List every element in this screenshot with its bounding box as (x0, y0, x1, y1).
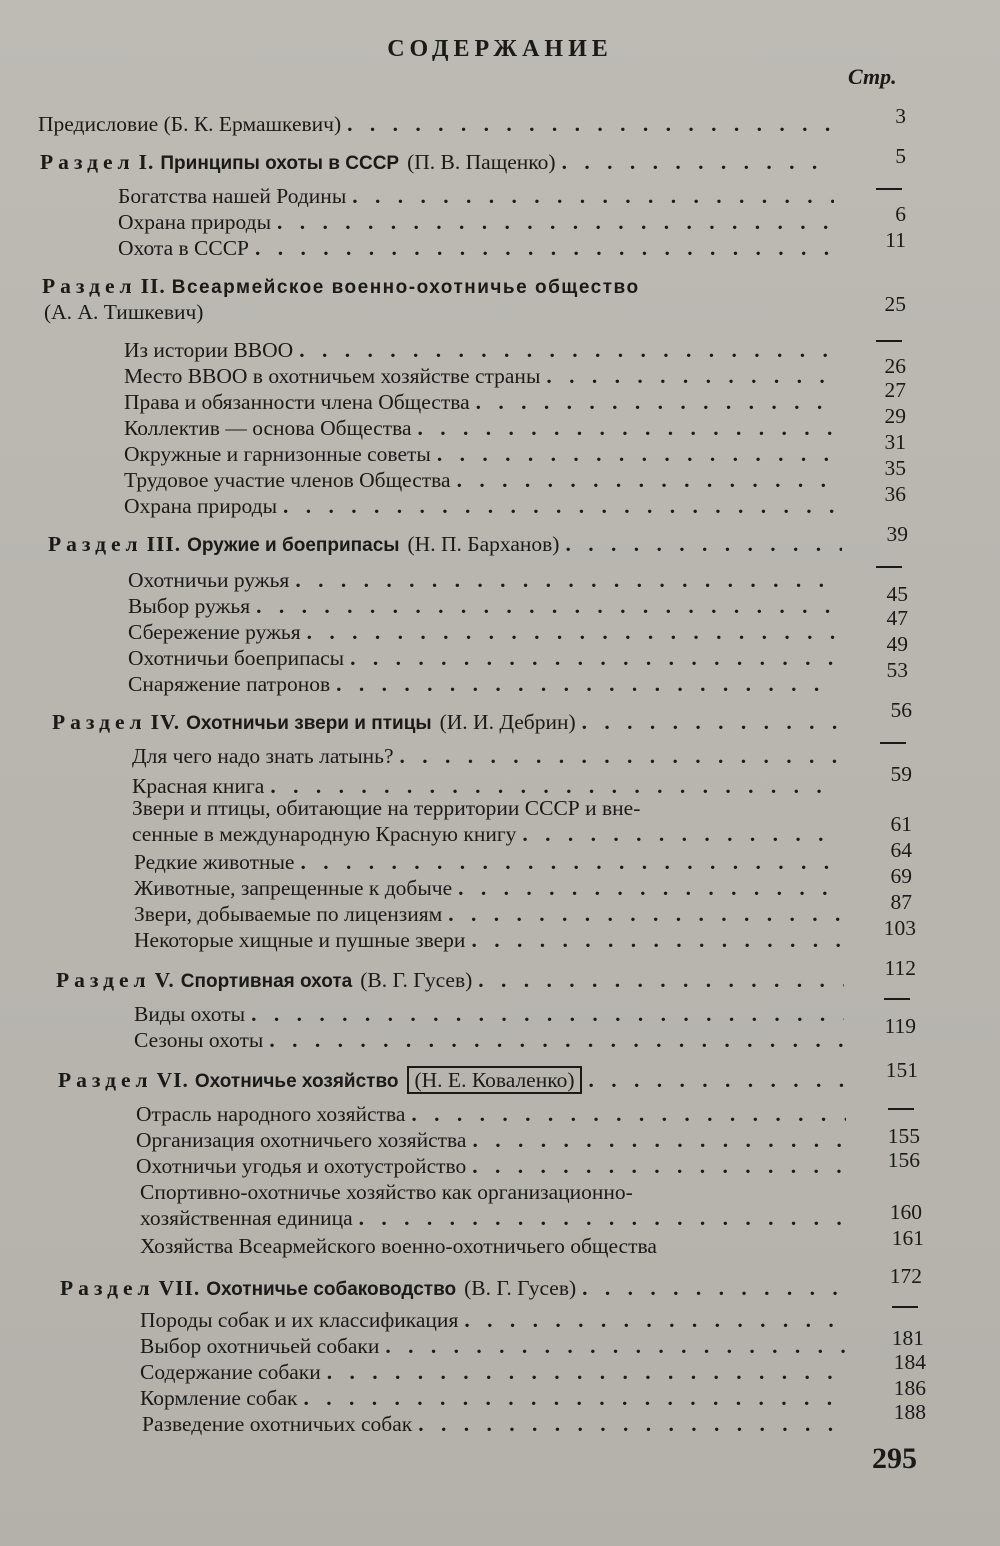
toc-page-number: 25 (884, 292, 906, 316)
toc-item (124, 494, 840, 520)
section-number: VI. (156, 1068, 189, 1092)
toc-item (140, 1360, 856, 1386)
leader-dots (562, 150, 834, 175)
toc-item-label: хозяйственная единица (140, 1206, 353, 1230)
leader-dots (418, 1412, 850, 1437)
toc-item-label: Охотничьи боеприпасы (128, 646, 345, 670)
leader-dots (448, 902, 840, 927)
leader-dots (464, 1308, 850, 1333)
toc-item-label: Богатства нашей Родины (118, 184, 347, 208)
leader-dots (582, 1276, 852, 1301)
toc-page-number: 64 (890, 838, 912, 862)
toc-item (134, 876, 846, 902)
toc-page-number: 160 (889, 1200, 922, 1224)
toc-item (128, 594, 842, 620)
toc-item-label: Виды охоты (134, 1002, 246, 1026)
toc-item-label: Из истории ВВОО (124, 338, 294, 362)
toc-page-number: 184 (893, 1350, 926, 1374)
section-author: (А. А. Тишкевич) (44, 300, 204, 324)
toc-item (124, 390, 840, 416)
toc-page-number: 39 (886, 522, 908, 546)
leader-dots (352, 184, 834, 209)
toc-item (140, 1386, 856, 1412)
section-label: Раздел (56, 968, 151, 992)
section-number: I. (138, 150, 155, 174)
toc-item-label: Редкие животные (134, 850, 295, 874)
section-author-boxed: (Н. Е. Коваленко) (407, 1066, 583, 1094)
leader-dots (277, 210, 834, 235)
section-number: VII. (158, 1276, 201, 1300)
toc-page-number: 87 (890, 890, 912, 914)
section-title: Спортивная охота (180, 971, 353, 992)
toc-page-number: 3 (895, 104, 906, 128)
toc-section-4 (52, 710, 846, 736)
toc-item (134, 902, 846, 928)
toc-section-2-author (44, 300, 444, 326)
toc-page-number: 36 (884, 482, 906, 506)
toc-page-number: 188 (893, 1400, 926, 1424)
leader-dots (350, 646, 836, 671)
toc-page-number: 53 (886, 658, 908, 682)
toc-item-label: Права и обязанности члена Общества (124, 390, 470, 414)
toc-item-label: Породы собак и их классификация (140, 1308, 459, 1332)
toc-item (136, 1102, 852, 1128)
leader-dots (565, 532, 842, 557)
ditto-dash (876, 340, 902, 342)
toc-item-label: Некоторые хищные и пушные звери (134, 928, 466, 952)
toc-item (118, 184, 840, 210)
toc-item (134, 928, 846, 954)
toc-item-label: сенные в международную Красную книгу (132, 822, 517, 846)
toc-page-number: 103 (883, 916, 916, 940)
leader-dots (457, 468, 834, 493)
toc-item-label: Отрасль народного хозяйства (136, 1102, 406, 1126)
toc-page-number: 119 (884, 1014, 916, 1038)
section-title: Всеармейское военно-охотничье общество (171, 277, 640, 298)
leader-dots (400, 744, 840, 769)
toc-item (132, 744, 846, 770)
toc-item-continuation (132, 822, 846, 848)
toc-page-number: 112 (884, 956, 916, 980)
toc-item (124, 442, 840, 468)
toc-page-number: 56 (890, 698, 912, 722)
leader-dots (251, 1002, 844, 1027)
section-author: (П. В. Пащенко) (407, 150, 556, 174)
section-label: Раздел (40, 150, 135, 174)
section-number: II. (140, 274, 166, 298)
toc-item-label: Красная книга (132, 774, 265, 798)
leader-dots (295, 568, 836, 593)
toc-page-number: 155 (887, 1124, 920, 1148)
section-number: IV. (150, 710, 181, 734)
toc-item (134, 1002, 850, 1028)
toc-page-number: 26 (884, 354, 906, 378)
toc-item-label: Животные, запрещенные к добыче (134, 876, 453, 900)
toc-page-number: 181 (891, 1326, 924, 1350)
toc-item-label: Охотничьи ружья (128, 568, 290, 592)
leader-dots (385, 1334, 850, 1359)
toc-item-continuation (140, 1206, 854, 1232)
toc-item-label: Выбор ружья (128, 594, 251, 618)
toc-item-label: Содержание собаки (140, 1360, 321, 1384)
ditto-dash (880, 742, 906, 744)
ditto-dash (884, 998, 910, 1000)
section-label: Раздел (48, 532, 143, 556)
leader-dots (300, 850, 840, 875)
toc-item-label: Окружные и гарнизонные советы (124, 442, 431, 466)
leader-dots (546, 364, 834, 389)
toc-item (132, 796, 862, 822)
leader-dots (256, 594, 836, 619)
toc-section-5 (56, 968, 850, 994)
toc-item-label: Кормление собак (140, 1386, 298, 1410)
toc-section-6 (58, 1068, 854, 1094)
section-title: Охотничье собаководство (206, 1279, 457, 1300)
toc-item (140, 1180, 870, 1206)
toc-item-label: Охота в СССР (118, 236, 250, 260)
toc-section-2 (42, 274, 842, 300)
toc-page-number: 45 (886, 582, 908, 606)
toc-page-number: 186 (893, 1376, 926, 1400)
section-number: III. (146, 532, 182, 556)
section-title: Охотничье хозяйство (194, 1071, 399, 1092)
toc-item (140, 1334, 856, 1360)
toc-item-label: Спортивно-охотничье хозяйство как организационно- (140, 1180, 633, 1204)
page-number: 295 (872, 1442, 917, 1475)
toc-page-number: 61 (890, 812, 912, 836)
toc-page-number: 49 (886, 632, 908, 656)
leader-dots (303, 1386, 850, 1411)
toc-item-label: Снаряжение патронов (128, 672, 331, 696)
toc-item (136, 1154, 852, 1180)
ditto-dash (892, 1306, 918, 1308)
leader-dots (359, 1206, 848, 1231)
section-label: Раздел (52, 710, 147, 734)
leader-dots (299, 338, 834, 363)
toc-item (142, 1412, 856, 1438)
section-author: (В. Г. Гусев) (464, 1276, 577, 1300)
section-title: Принципы охоты в СССР (160, 153, 400, 174)
section-title: Оружие и боеприпасы (187, 535, 400, 556)
leader-dots (336, 672, 836, 697)
leader-dots (269, 1028, 844, 1053)
page-column-label: Стр. (848, 64, 897, 89)
section-label: Раздел (58, 1068, 153, 1092)
toc-item (128, 672, 842, 698)
toc-item (118, 210, 840, 236)
leader-dots (522, 822, 840, 847)
toc-item-label: Охрана природы (124, 494, 278, 518)
toc-section-1 (40, 150, 840, 176)
toc-page-number: 59 (890, 762, 912, 786)
section-label: Раздел (60, 1276, 155, 1300)
toc-page-number: 47 (886, 606, 908, 630)
toc-item-label: Организация охотничьего хозяйства (136, 1128, 467, 1152)
toc-item-label: Сезоны охоты (134, 1028, 264, 1052)
toc-page-number: 29 (884, 404, 906, 428)
toc-section-3 (48, 532, 848, 558)
toc-item (124, 468, 840, 494)
toc-item-label: Хозяйства Всеармейского военно-охотничьего общества (140, 1234, 657, 1258)
ditto-dash (888, 1108, 914, 1110)
toc-item-label: Трудовое участие членов Общества (124, 468, 451, 492)
toc-page-number: 156 (887, 1148, 920, 1172)
toc-item-label: Разведение охотничьих собак (142, 1412, 413, 1436)
section-author: (И. И. Дебрин) (439, 710, 576, 734)
toc-item (128, 620, 842, 646)
leader-dots (411, 1102, 846, 1127)
toc-page-number: 172 (889, 1264, 922, 1288)
toc-page-number: 161 (891, 1226, 924, 1250)
toc-item-label: Коллектив — основа Общества (124, 416, 412, 440)
toc-page-number: 11 (885, 228, 906, 252)
toc-page-number: 69 (890, 864, 912, 888)
toc-item (124, 364, 840, 390)
toc-item-label: Место ВВОО в охотничьем хозяйстве страны (124, 364, 541, 388)
section-author: (Н. П. Барханов) (407, 532, 560, 556)
ditto-dash (876, 566, 902, 568)
leader-dots (347, 112, 832, 137)
toc-item (134, 850, 846, 876)
toc-item (140, 1234, 870, 1260)
leader-dots (283, 494, 834, 519)
toc-item (140, 1308, 856, 1334)
leader-dots (588, 1068, 848, 1093)
toc-page-number: 6 (895, 202, 906, 226)
toc-item (136, 1128, 852, 1154)
leader-dots (471, 928, 840, 953)
leader-dots (582, 710, 840, 735)
toc-item-label: Сбережение ружья (128, 620, 301, 644)
leader-dots (255, 236, 834, 261)
leader-dots (472, 1154, 846, 1179)
toc-page-number: 5 (895, 144, 906, 168)
toc-item (124, 338, 840, 364)
toc-item (118, 236, 840, 262)
toc-page-number: 31 (884, 430, 906, 454)
leader-dots (307, 620, 836, 645)
toc-item-label: Охотничьи угодья и охотустройство (136, 1154, 467, 1178)
section-number: V. (154, 968, 175, 992)
section-author: (В. Г. Гусев) (360, 968, 473, 992)
toc-item-label: Предисловие (Б. К. Ермашкевич) (38, 112, 342, 136)
leader-dots (437, 442, 834, 467)
toc-item (124, 416, 840, 442)
toc-item-label: Для чего надо знать латынь? (132, 744, 394, 768)
page-title: СОДЕРЖАНИЕ (387, 36, 613, 62)
leader-dots (476, 390, 834, 415)
toc-item-label: Охрана природы (118, 210, 272, 234)
toc-item-label: Выбор охотничьей собаки (140, 1334, 380, 1358)
toc-page-number: 151 (885, 1058, 918, 1082)
toc-item-label: Звери и птицы, обитающие на территории СССР и вне- (132, 796, 641, 820)
leader-dots (327, 1360, 850, 1385)
section-label: Раздел (42, 274, 137, 298)
toc-page-number: 27 (884, 378, 906, 402)
leader-dots (472, 1128, 846, 1153)
toc-item (128, 568, 842, 594)
toc-item-label: Звери, добываемые по лицензиям (134, 902, 443, 926)
leader-dots (418, 416, 834, 441)
section-title: Охотничьи звери и птицы (186, 713, 432, 734)
toc-section-7 (60, 1276, 858, 1302)
ditto-dash (876, 188, 902, 190)
toc-item (128, 646, 842, 672)
leader-dots (458, 876, 840, 901)
toc-preface (38, 112, 838, 138)
toc-item (134, 1028, 850, 1054)
toc-page-number: 35 (884, 456, 906, 480)
leader-dots (478, 968, 844, 993)
